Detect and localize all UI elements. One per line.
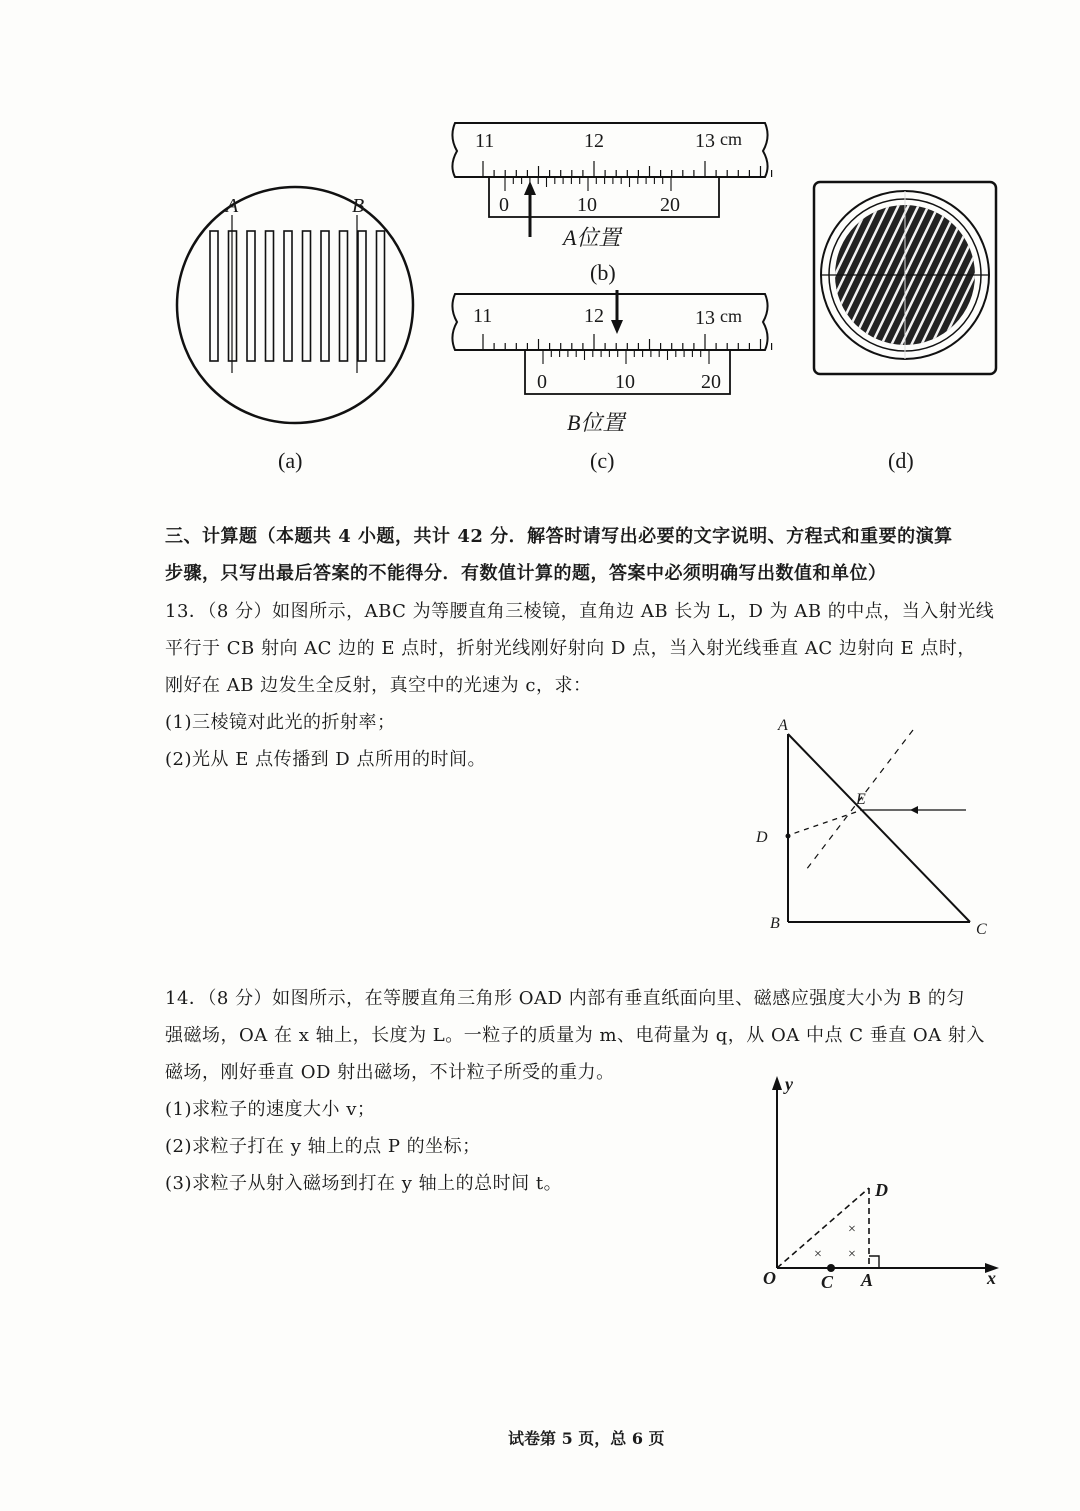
main-tick-11: 11: [475, 130, 495, 152]
q13-diagram: [748, 712, 998, 947]
fringe: [377, 231, 385, 361]
label-O: O: [763, 1268, 776, 1288]
field-mark: ×: [814, 1247, 822, 1262]
figure-d-drawing: [810, 178, 1000, 378]
unit-cm: cm: [720, 306, 742, 326]
vernier-tick-10: 10: [615, 371, 635, 393]
label-C: C: [976, 921, 987, 938]
figure-d: [810, 178, 1000, 378]
label-D: D: [875, 1180, 888, 1200]
figure-a: [170, 165, 420, 445]
unit-cm: cm: [720, 129, 742, 149]
q14-line1: 14．（8 分）如图所示，在等腰直角三角形 OAD 内部有垂直纸面向里、磁感应强度大小为 B 的匀: [165, 988, 965, 1009]
q13-line2: 平行于 CB 射向 AC 边的 E 点时，折射光线刚好射向 D 点，当入射光线垂直 AC 边射向 E 点时，: [165, 638, 976, 659]
label-B: B: [770, 915, 780, 932]
magnetic-field-diagram: [755, 1070, 1005, 1295]
section3-heading-line2: 步骤，只写出最后答案的不能得分．有数值计算的题，答案中必须明确写出数值和单位）: [165, 563, 887, 584]
label-E: E: [856, 791, 866, 808]
caption-c: (c): [590, 448, 615, 473]
q14-sub3: (3)求粒子从射入磁场到打在 y 轴上的总时间 t。: [165, 1173, 563, 1194]
page-footer: 试卷第 5 页，总 6 页: [508, 1429, 665, 1448]
vernier-tick-10: 10: [577, 194, 597, 216]
label-A: A: [226, 195, 239, 217]
label-D: D: [756, 829, 768, 846]
caption-a: (a): [278, 448, 303, 473]
caption-b: (b): [590, 260, 616, 285]
q14-sub1: (1)求粒子的速度大小 v；: [165, 1099, 376, 1120]
label-C: C: [821, 1272, 834, 1292]
vernier-tick-20: 20: [701, 371, 721, 393]
vernier-tick-20: 20: [660, 194, 680, 216]
q13-line3: 刚好在 AB 边发生全反射，真空中的光速为 c，求：: [165, 675, 592, 696]
vernier-tick-0: 0: [499, 194, 509, 216]
main-tick-13: 13: [695, 130, 715, 152]
q14-line2: 强磁场，OA 在 x 轴上，长度为 L。一粒子的质量为 m、电荷量为 q，从 OA 中点 C 垂直 OA 射入: [165, 1025, 985, 1046]
field-mark: ×: [848, 1247, 856, 1262]
q13-sub2: (2)光从 E 点传播到 D 点所用的时间。: [165, 749, 486, 770]
q14-diagram: [755, 1070, 1005, 1295]
position-label-b: B位置: [567, 410, 625, 435]
prism-diagram: [748, 712, 998, 947]
field-mark: ×: [848, 1222, 856, 1237]
q14-sub2: (2)求粒子打在 y 轴上的点 P 的坐标；: [165, 1136, 481, 1157]
section3-heading-line1: 三、计算题（本题共 4 小题，共计 42 分．解答时请写出必要的文字说明、方程式和重要的演算: [165, 526, 953, 547]
fringe: [247, 231, 255, 361]
q13-line1: 13．（8 分）如图所示，ABC 为等腰直角三棱镜，直角边 AB 长为 L，D 为 AB 的中点，当入射光线: [165, 601, 995, 622]
figure-c: [445, 290, 775, 440]
fringe: [284, 231, 292, 361]
vernier-tick-0: 0: [537, 371, 547, 393]
label-A: A: [778, 717, 788, 734]
fringe: [321, 231, 329, 361]
label-A: A: [861, 1270, 874, 1290]
vernier-caliper-b: [445, 290, 775, 440]
axis-label-y: y: [785, 1074, 793, 1094]
main-tick-12: 12: [584, 130, 604, 152]
main-tick-13: 13: [695, 307, 715, 329]
main-tick-12: 12: [584, 305, 604, 327]
main-tick-11: 11: [473, 305, 493, 327]
fringe: [303, 231, 311, 361]
fringe: [266, 231, 274, 361]
q13-sub1: (1)三棱镜对此光的折射率；: [165, 712, 396, 733]
figure-a-drawing: [170, 165, 420, 445]
q14-line3: 磁场，刚好垂直 OD 射出磁场，不计粒子所受的重力。: [165, 1062, 615, 1083]
label-B: B: [352, 195, 365, 217]
position-label-a: A位置: [563, 225, 621, 250]
section3-heading: [165, 518, 1045, 592]
caption-d: (d): [888, 448, 914, 473]
fringe: [340, 231, 348, 361]
axis-label-x: x: [987, 1268, 996, 1288]
fringe: [358, 231, 366, 361]
fringe: [210, 231, 218, 361]
